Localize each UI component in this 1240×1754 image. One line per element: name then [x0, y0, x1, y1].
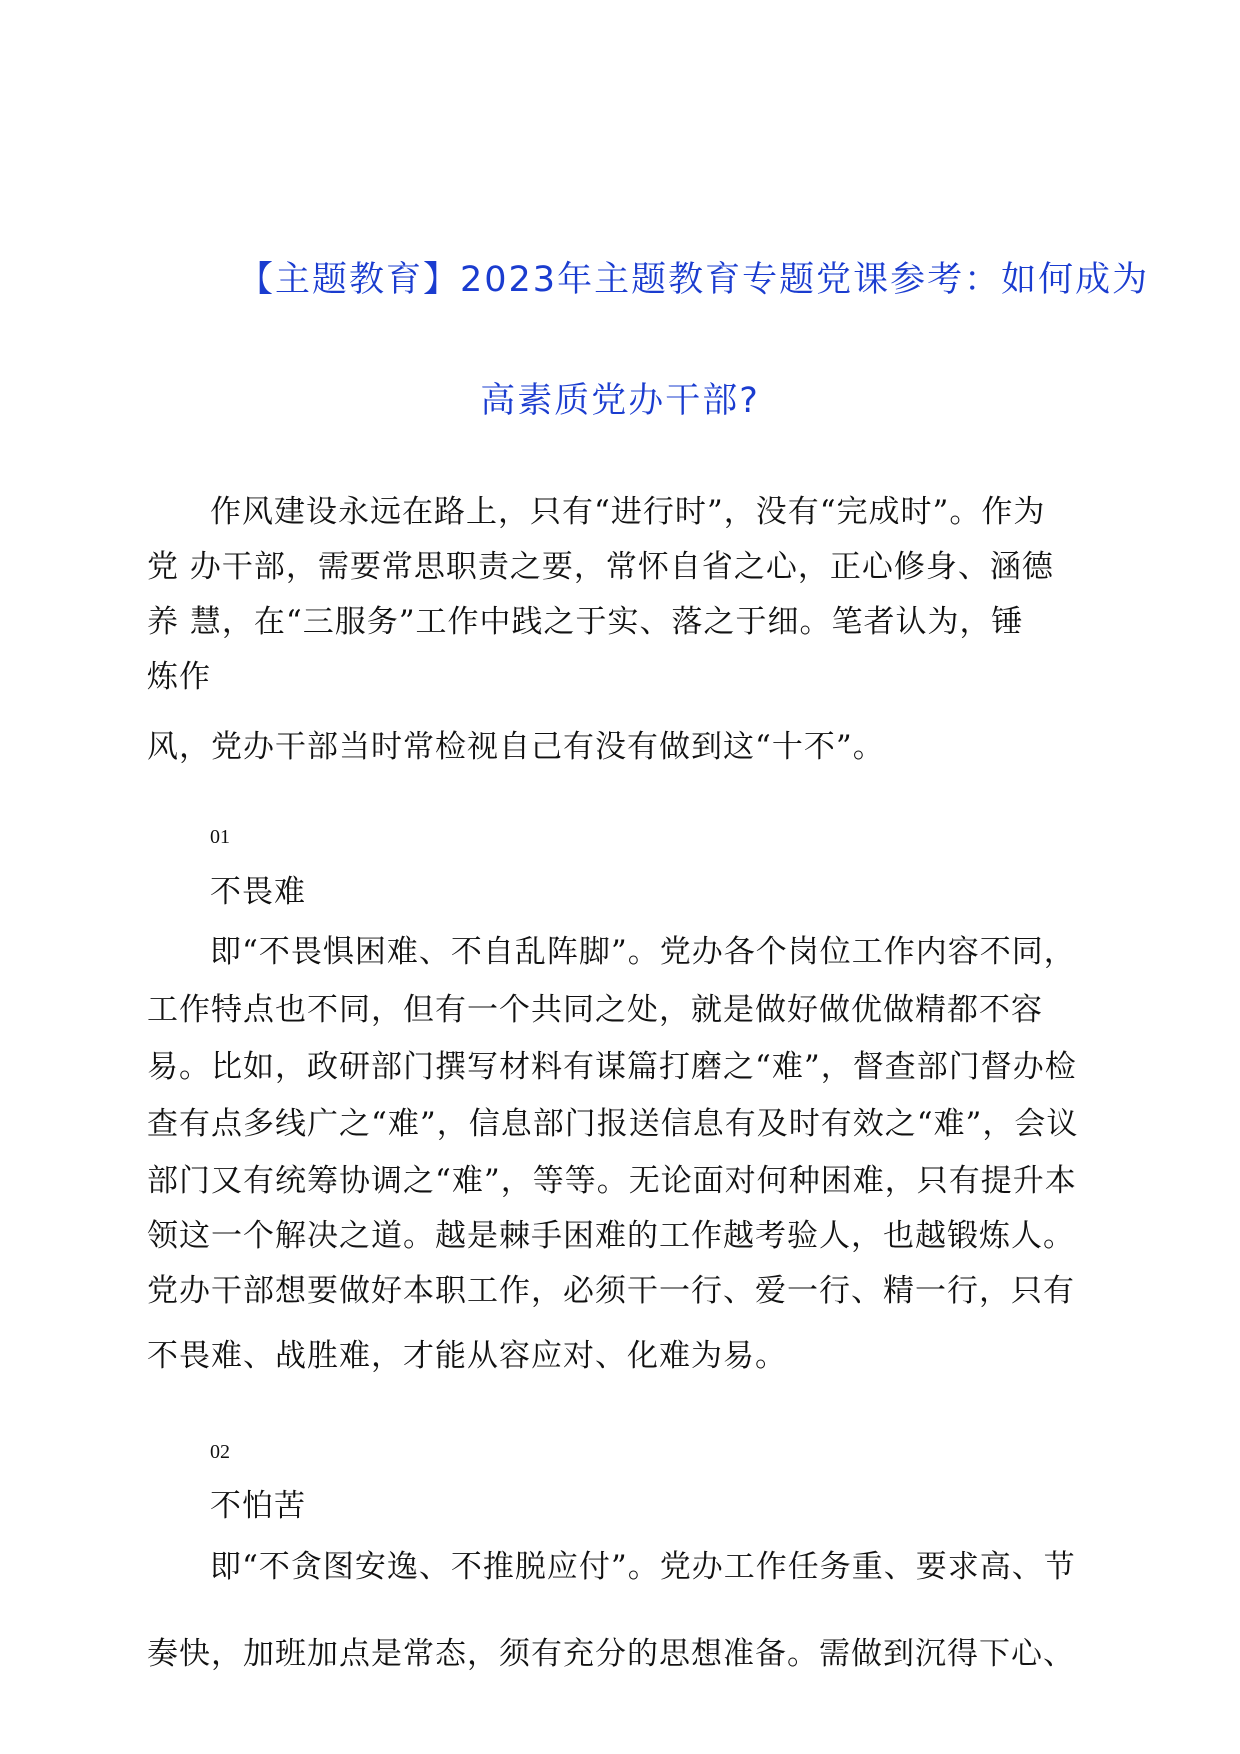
section-paragraph-line: 即“不贪图安逸、不推脱应付”。党办工作任务重、要求高、节	[210, 1549, 1076, 1585]
section-number: 02	[210, 1441, 230, 1463]
section-heading: 不怕苦	[210, 1488, 306, 1524]
section-paragraph-line: 即“不畏惧困难、不自乱阵脚”。党办各个岗位工作内容不同，	[210, 934, 1076, 970]
intro-line: 党 办干部，需要常思职责之要，常怀自省之心，正心修身、涵德	[147, 549, 1054, 585]
section-paragraph-line: 工作特点也不同，但有一个共同之处，就是做好做优做精都不容	[147, 992, 1043, 1028]
section-paragraph-line: 查有点多线广之“难”，信息部门报送信息有及时有效之“难”，会议	[147, 1106, 1079, 1142]
section-number: 01	[210, 826, 230, 848]
section-heading: 不畏难	[210, 874, 306, 910]
section-paragraph-line: 党办干部想要做好本职工作，必须干一行、爱一行、精一行，只有	[147, 1273, 1075, 1309]
section-paragraph-line: 部门又有统筹协调之“难”，等等。无论面对何种困难，只有提升本	[147, 1163, 1077, 1199]
section-paragraph-line: 奏快，加班加点是常态，须有充分的思想准备。需做到沉得下心、	[147, 1636, 1075, 1672]
section-paragraph-line: 不畏难、战胜难，才能从容应对、化难为易。	[147, 1338, 787, 1374]
section-paragraph-line: 领这一个解决之道。越是棘手困难的工作越考验人，也越锻炼人。	[147, 1218, 1075, 1254]
document-title-line-1: 【主题教育】2023年主题教育专题党课参考：如何成为	[238, 260, 1150, 300]
document-title-line-2: 高素质党办干部?	[480, 381, 760, 421]
intro-line: 作风建设永远在路上，只有“进行时”，没有“完成时”。作为	[210, 494, 1046, 530]
section-paragraph-line: 易。比如，政研部门撰写材料有谋篇打磨之“难”，督查部门督办检	[147, 1049, 1077, 1085]
intro-line: 炼作	[147, 659, 211, 695]
intro-line: 风，党办干部当时常检视自己有没有做到这“十不”。	[147, 729, 885, 765]
intro-line: 养 慧，在“三服务”工作中践之于实、落之于细。笔者认为，锤	[147, 604, 1024, 640]
